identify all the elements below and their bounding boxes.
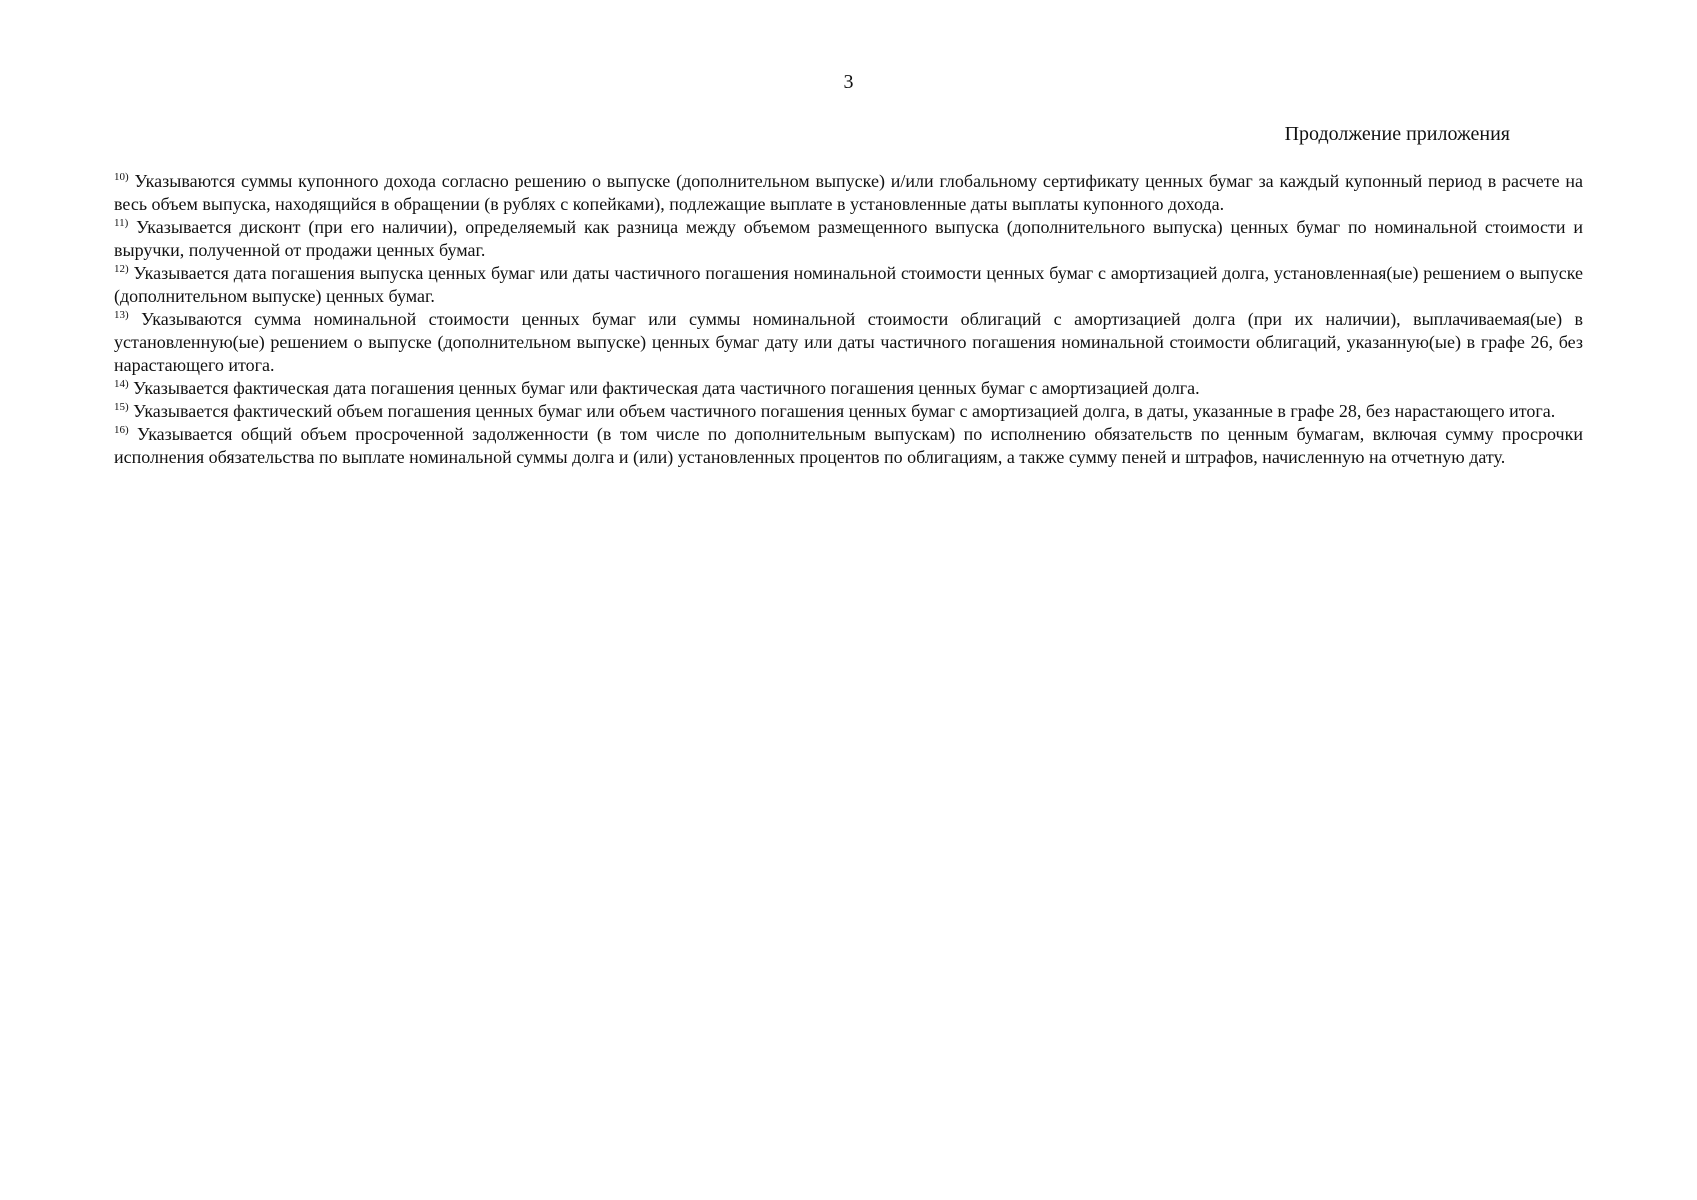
footnote-11 <box>114 216 1583 262</box>
footnote-mark: 15) <box>114 401 129 413</box>
footnote-mark: 16) <box>114 424 129 436</box>
footnote-text: Указывается дисконт (при его наличии), определяемый как разница между объемом размещенного выпуска (дополнительного выпуска) ценных бумаг по номинальной стоимости и выручки, полученной от продажи ценных бумаг. <box>114 217 1583 260</box>
footnote-16 <box>114 423 1583 469</box>
footnotes <box>114 170 1583 469</box>
footnote-15 <box>114 400 1583 423</box>
footnote-mark: 11) <box>114 217 129 229</box>
continuation-label: Продолжение приложения <box>1284 123 1510 145</box>
footnote-text: Указываются суммы купонного дохода согласно решению о выпуске (дополнительном выпуске) и/или глобальному сертификату ценных бумаг за каждый купонный период в расчете на весь объем выпуска, находящийся в обращении (в рублях с копейками), подлежащие выплате в установленные даты выплаты купонного дохода. <box>114 171 1583 214</box>
footnote-text: Указывается общий объем просроченной задолженности (в том числе по дополнительным выпускам) по исполнению обязательств по ценным бумагам, включая сумму просрочки исполнения обязательства по выплате номинальной суммы долга и (или) установленных процентов по облигациям, а также сумму пеней и штрафов, начисленную на отчетную дату. <box>114 424 1583 467</box>
footnote-text: Указывается фактический объем погашения ценных бумаг или объем частичного погашения ценных бумаг с амортизацией долга, в даты, указанные в графе 28, без нарастающего итога. <box>128 401 1556 421</box>
footnote-mark: 14) <box>114 378 129 390</box>
footnote-12 <box>114 262 1583 308</box>
footnote-text: Указывается фактическая дата погашения ценных бумаг или фактическая дата частичного погашения ценных бумаг с амортизацией долга. <box>128 378 1200 398</box>
footnote-14 <box>114 377 1583 400</box>
footnote-10 <box>114 170 1583 216</box>
page-number: 3 <box>843 71 854 93</box>
footnote-text: Указывается дата погашения выпуска ценных бумаг или даты частичного погашения номинальной стоимости ценных бумаг с амортизацией долга, установленная(ые) решением о выпуске (дополнительном выпуске) ценных бумаг. <box>114 263 1583 306</box>
footnote-text: Указываются сумма номинальной стоимости ценных бумаг или суммы номинальной стоимости облигаций с амортизацией долга (при их наличии), выплачиваемая(ые) в установленную(ые) решением о выпуске (дополнительном выпуске) ценных бумаг дату или даты частичного погашения номинальной стоимости облигаций, указанную(ые) в графе 26, без нарастающего итога. <box>114 309 1583 375</box>
footnote-mark: 10) <box>114 171 129 183</box>
footnote-mark: 12) <box>114 263 129 275</box>
footnote-mark: 13) <box>114 309 129 321</box>
footnote-13 <box>114 308 1583 377</box>
